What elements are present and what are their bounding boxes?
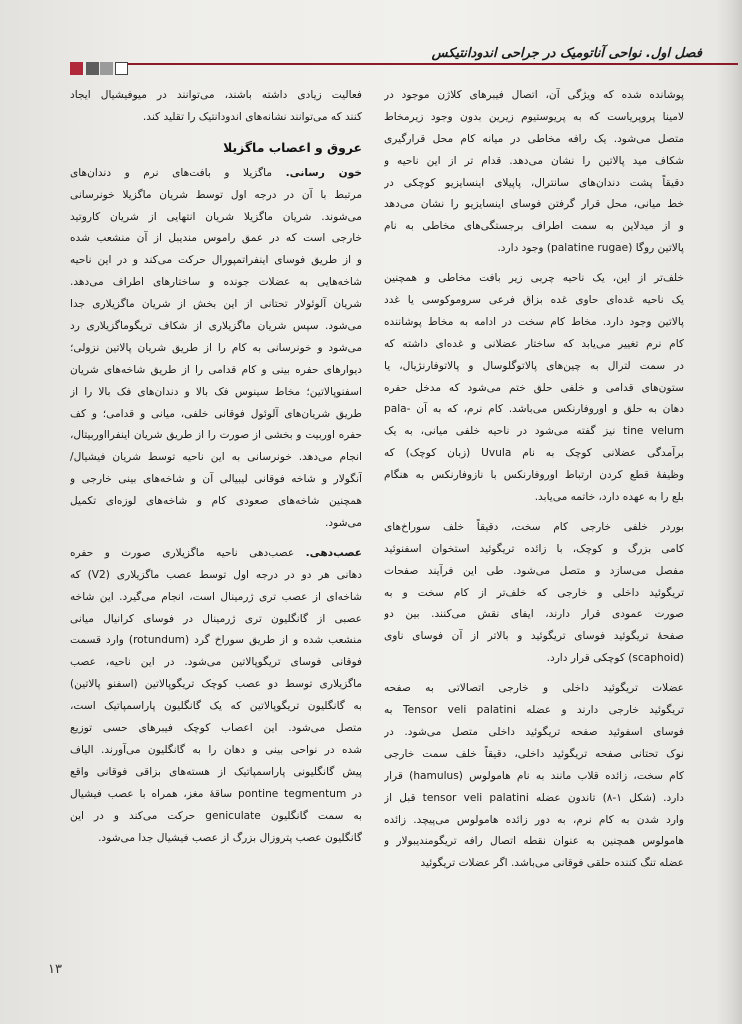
right-column <box>384 85 684 875</box>
text-line: لامینا پروپریاست که به پریوستیوم زیرین بدون وجود زیرمخاط <box>384 110 684 123</box>
blood-supply-first-line: ماگزیلا و بافت‌های نرم و دندان‌های <box>70 166 286 179</box>
text-line: عصبی از گانگلیون تری ژرمینال در فوسای کرانیال میانی <box>70 612 362 625</box>
text-line: همچنین شاخه‌های صعودی کام و شاخه‌های لوزه‌ای تکمیل <box>70 495 362 508</box>
text-line: یک ناحیه غده‌ای حاوی غده بزاق فرعی سروموکوسی یا غدد <box>384 294 684 307</box>
text-line: و از میدلاین به سمت اطراف برجستگی‌های مخاطی به نام <box>384 220 684 233</box>
paragraph-intro <box>70 85 362 129</box>
text-line: دهانی هر دو در درجه اول توسط عصب ماگزیلاری (V2) که <box>70 568 362 581</box>
text-line: بوردر خلفی خارجی کام سخت، دقیقاً خلف سوراخ‌های <box>384 520 684 533</box>
text-line: اسفنوپالاتین؛ مخاط سینوس فک بالا و دندان‌های فک بالا را از <box>70 385 362 398</box>
paragraph-hard-palate <box>384 85 684 260</box>
text-line: دهان به حلق و اوروفارنکس می‌باشد. کام نرم، که به آن -pala <box>384 403 684 416</box>
text-line: ماگزیلاری توسط دو عصب کوچک تریگوپالاتین (اسفنو پالاتین) <box>70 678 362 691</box>
text-line: پوشانده شده که ویژگی آن، اتصال فیبرهای کلاژن موجود در <box>384 89 684 101</box>
text-line: متصل می‌شود. این اعصاب کوچک فیبرهای حسی توزیع <box>70 722 362 735</box>
text-line: شاخه‌هایی به عضلات جونده و ساختارهای اطراف می‌دهد. <box>70 276 362 289</box>
text-line: متصل می‌شود. یک رافه مخاطی در میانه کام محل قرارگیری <box>384 132 684 145</box>
text-line: بلع را به عهده دارد، خاتمه می‌یابد. <box>534 491 684 504</box>
text-line: صورت عمودی قرار دارند، ایفای نقش می‌کنند. بین دو <box>384 608 684 621</box>
text-line: تریگوئید داخلی و خارجی که خلف‌تر از کام سخت و به <box>384 586 684 599</box>
text-line: انجام می‌دهد. خونرسانی به این ناحیه توسط شریان فیشیال/ <box>70 451 362 464</box>
page-spine-shadow <box>716 0 742 1024</box>
line-first <box>70 163 362 185</box>
text-line: دقیقاً پشت دندان‌های سانترال، پاپیلای اینسایزیو کوچکی در <box>384 176 684 189</box>
text-line: برآمدگی عضلانی کوچک به نام Uvula (زبان کوچک) که <box>384 447 684 460</box>
text-line: مفصل می‌سازد و متصل می‌شود. طی این فرآیند صفحات <box>384 564 684 577</box>
blood-supply-label: خون رسانی. <box>285 166 362 179</box>
text-line: کامی بزرگ و کوچک، با زائده تریگوئید استخوان اسفنوئید <box>384 542 684 555</box>
header-rule <box>128 63 738 65</box>
paragraph-innervation <box>70 543 362 849</box>
left-column <box>70 85 362 849</box>
text-line: شاخه‌ای از عصب تری ژرمینال است، انجام می‌گیرد. این شاخه <box>70 590 362 603</box>
line-first <box>70 543 362 565</box>
page-number: ۱۳ <box>48 962 62 977</box>
text-line: نوک تحتانی صفحه تریگوئید داخلی، دقیقاً خلف سمت خارجی <box>384 747 684 760</box>
text-line: شکاف مید پالاتین را نشان می‌دهد. قدام تر از این ناحیه و <box>384 154 684 167</box>
text-line: در pontine tegmentum ساقهٔ مغز، همراه با عصب فیشیال <box>70 787 362 800</box>
text-line: حفره اوربیت و بخشی از صورت را از طریق شریان اینفرااوربیتال، <box>70 429 362 442</box>
innervation-first-line: عصب‌دهی ناحیه ماگزیلاری صورت و حفره <box>70 546 306 559</box>
header-square-dark-gray <box>86 62 99 75</box>
text-line: فعالیت زیادی داشته باشند، می‌توانند در میوفیشیال ایجاد <box>70 89 362 101</box>
text-line: دیوارهای حفره بینی و کام قدامی را از طریق شاخه‌های شریان <box>70 363 362 376</box>
text-line: وارد شدن به کام نرم، به دور زائده هامولوس می‌پیچد. زائده <box>384 813 684 826</box>
chapter-title: فصل اول. نواحی آناتومیک در جراحی اندودانتیکس <box>431 46 702 61</box>
text-line: و از طریق فوسای اینفراتمپورال حرکت می‌کند و در این ناحیه <box>70 254 362 267</box>
text-line: مرتبط با آن در درجه اول توسط شریان ماگزیلا خونرسانی <box>70 188 362 201</box>
text-line: پالاتین وجود دارد. مخاط کام سخت در ادامه به مخاط پوشاننده <box>384 315 684 328</box>
text-line: دارد. (شکل ۱-۸) تاندون عضله tensor veli palatini قبل از <box>384 791 684 804</box>
text-line: طریق شریان‌های آلوئول فوقانی خلفی، میانی و قدامی؛ و کف <box>70 407 362 420</box>
text-line: پالاتین روگا (palatine rugae) وجود دارد. <box>497 242 684 255</box>
text-line: می‌شود. سپس شریان ماگزیلاری از شکاف تریگوماگزیلاری رد <box>70 320 362 333</box>
text-line: عضله تنگ کننده حلقی فوقانی می‌باشد. اگر عضلات تریگوئید <box>420 857 684 870</box>
paragraph-pterygoid-process <box>384 517 684 670</box>
text-line: به سمت گانگلیون geniculate حرکت می‌کند و در این <box>70 809 362 822</box>
text-line: هامولوس همچنین به عنوان نقطه اتصال رافه تریگومندیبولار و <box>384 835 684 848</box>
paragraph-soft-palate <box>384 268 684 509</box>
section-heading: عروق و اعصاب ماگزیلا <box>223 139 362 155</box>
header-square-outline <box>115 62 128 75</box>
text-line: منشعب شده و از طریق سوراخ گرد (rotundum) وارد قسمت <box>70 634 362 647</box>
paragraph-blood-supply <box>70 163 362 535</box>
text-line: tine velum نیز گفته می‌شود در ناحیه خلفی میانی، به یک <box>384 425 684 438</box>
text-line: صفحهٔ تریگوئید فوسای تریگوئید و بالاتر از آن فوسای ناوی <box>384 630 684 643</box>
text-line: تریگوئید خارجی دارند و عضله Tensor veli palatini به <box>384 704 684 717</box>
text-line: شریان آلوئولار تحتانی از این بخش از شریان ماگزیلاری جدا <box>70 298 362 311</box>
text-line: در سمت لترال به چین‌های پالاتوگلوسال و پالاتوفارنژیال، یا <box>384 359 684 372</box>
text-line: آنگولار و شاخه فوقانی لیبیالی آن و شاخه‌های بینی خارجی و <box>70 473 362 486</box>
text-line: خط میانی، محل قرار گرفتن فوسای اینسایزیو را نشان می‌دهد <box>384 198 684 211</box>
header-square-gray <box>100 62 113 75</box>
text-line: می‌شوند. شریان ماگزیلا شریان انتهایی از شریان کاروتید <box>70 210 362 223</box>
text-line: کام نرم تغییر می‌یابد که ساختار عضلانی و غده‌ای داشته که <box>384 337 684 350</box>
text-line: خلف‌تر از این، یک ناحیه چربی زیر بافت مخاطی و همچنین <box>384 272 684 285</box>
paragraph-pterygoid-muscles <box>384 678 684 875</box>
text-line: عضلات تریگوئید داخلی و خارجی اتصالاتی به صفحه <box>384 682 684 695</box>
text-line: وظیفهٔ قطع کردن ارتباط اوروفارنکس با نازوفارنکس به هنگام <box>384 469 684 482</box>
text-line: پیش گانگلیونی پاراسمپاتیک از هسته‌های بزاقی فوقانی واقع <box>70 765 362 778</box>
text-line: می‌شود. <box>325 517 362 530</box>
text-line: کام سخت، زائده قلاب مانند به نام هامولوس (hamulus) قرار <box>384 769 684 782</box>
header-square-red <box>70 62 83 75</box>
text-line: گانگلیون عصب پتروزال بزرگ از عصب فیشیال جدا می‌شود. <box>98 831 362 844</box>
text-line: به گانگلیون تریگوپالاتین که یک گانگلیون پاراسمپاتیک است، <box>70 700 362 713</box>
text-line: ستون‌های قدامی و خلفی حلق ختم می‌شود که مدخل حفره <box>384 381 684 394</box>
text-line: خارجی است که در عمق راموس مندیبل از آن منشعب شده <box>70 232 362 245</box>
text-line: فوسای اسفوئید صفحه تریگوئید داخلی متصل می‌شود. در <box>384 725 684 738</box>
innervation-label: عصب‌دهی. <box>305 546 362 559</box>
text-line: می‌شود و خونرسانی به کام را از طریق شریان پالاتین نزولی؛ <box>70 341 362 354</box>
text-line: فوقانی فوسای تریگوپالاتین می‌شود. در این ناحیه، عصب <box>70 656 362 669</box>
text-line: (scaphoid) کوچکی قرار دارد. <box>546 652 684 665</box>
text-line: شده در نواحی بینی و دهان را به گانگلیون می‌آورند. الیاف <box>70 743 362 756</box>
text-line: کنند که می‌توانند نشانه‌های اندودانتیک را تقلید کند. <box>142 110 362 123</box>
